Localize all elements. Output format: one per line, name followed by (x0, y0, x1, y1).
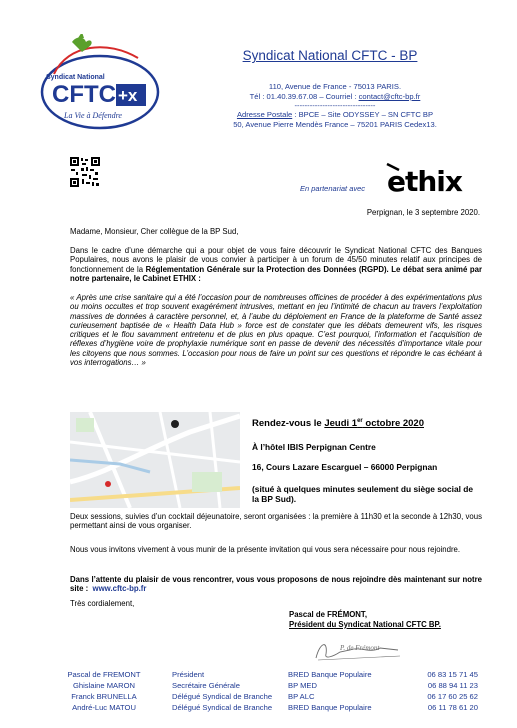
rdv-title (252, 418, 424, 429)
footer-org: BP MED (288, 681, 317, 690)
footer-name: Ghislaine MARON (72, 681, 136, 690)
email-link[interactable]: contact@cftc-bp.fr (358, 92, 421, 101)
logo-plus: +x (118, 86, 138, 105)
postal-text: : BPCE – Site ODYSSEY – SN CFTC BP (292, 110, 434, 119)
header-separator: -------------------------------- (294, 101, 376, 110)
quote-paragraph: « Après une crise sanitaire qui a été l’occasion pour de nombreuses officines de procéder à des expérimentations plus ou moins occultes et trop souvent exagérément intrusives, mettant en jeu l’intimité de chacun au travers l’exploitation massives de données à caractère personnel, et, à l’aube du déploiement en France de la plateforme de Santé assez curieusement baptisée de « Health Data Hub » force est de constater que les débats demeurent vifs, les risques critiques et le flou savamment entretenu et de plus en plus opaque. C’est pourquoi, l’information et l’acquisition de réflexes d’hygiène voire de prophylaxie numérique sont en passe de devenir des nécessités d’importance vitale pour les citoyens que nous sommes. L’occasion pour nous de faire un point sur ces questions et répondre le cas échéant à vos interrogations… » (70, 293, 482, 368)
logo-top-text: Syndicat National (46, 74, 105, 81)
tel-label: Tél : (249, 92, 267, 101)
map-marker-icon (105, 481, 111, 487)
mail-label: – Courriel : (317, 92, 359, 101)
footer-phone: 06 83 15 71 45 (427, 670, 478, 679)
partner-text: En partenariat avec (300, 184, 366, 193)
footer-row (48, 692, 478, 703)
signatory-block (289, 610, 441, 630)
event-note-1: (situé à quelques minutes seulement du siège social de (252, 484, 474, 494)
ethix-logo (385, 160, 485, 196)
footer-name: André-Luc MATOU (72, 703, 136, 712)
footer-phone: 06 11 78 61 20 (427, 703, 478, 712)
rdv-day: Jeudi 1 (324, 418, 358, 430)
location-map (70, 412, 240, 508)
footer-org: BRED Banque Populaire (288, 670, 372, 679)
event-address: 16, Cours Lazare Escarguel – 66000 Perpignan (252, 462, 438, 472)
qr-code (70, 157, 100, 187)
event-hotel: À l’hôtel IBIS Perpignan Centre (252, 442, 376, 452)
signature-text: P. de Frémont (340, 644, 380, 652)
footer-name: Pascal de FREMONT (67, 670, 141, 679)
signature (310, 636, 410, 664)
footer-org: BRED Banque Populaire (288, 703, 372, 712)
footer-row (48, 703, 478, 714)
map-pin-icon (171, 420, 179, 428)
postal-address: 50, Avenue Pierre Mendès France – 75201 PARIS Cedex13. (233, 120, 437, 129)
cftc-logo (38, 34, 166, 134)
closing-paragraph (70, 575, 482, 594)
org-title: Syndicat National CFTC - BP (242, 48, 418, 63)
postal-label: Adresse Postale (236, 110, 293, 119)
tel-number: 01.40.39.67.08 (266, 92, 318, 101)
postal-line (190, 110, 480, 119)
rdv-prefix: Rendez-vous le (252, 418, 325, 430)
event-note-2: la BP Sud). (252, 494, 297, 504)
signatory-role: Président du Syndicat National CFTC BP. (289, 620, 441, 629)
footer-row (48, 681, 478, 692)
logo-tagline: La Vie à Défendre (64, 111, 122, 120)
footer-role: Délégué Syndical de Branche (172, 703, 273, 712)
footer-role: Secrétaire Générale (172, 681, 240, 690)
intro-text: Dans le cadre d’une démarche qui a pour objet de vous faire découvrir le Syndicat National CFTC des Banques Populaires, nous avons le plaisir de vous convier à participer à un forum de 45/50 minutes relatif aux principes de fonctionnement de la (70, 246, 482, 274)
footer-name: Franck BRUNELLA (71, 692, 137, 701)
signatory-name: Pascal de FRÉMONT, (289, 610, 367, 619)
footer-role: Président (172, 670, 205, 679)
org-contact (190, 92, 480, 101)
org-address: 110, Avenue de France - 75013 PARIS. (268, 82, 402, 91)
regards: Très cordialement, (70, 599, 135, 608)
rdv-sup: er (357, 418, 363, 424)
greeting: Madame, Monsieur, Cher collègue de la BP Sud, (70, 227, 239, 236)
logo-brand: CFTC (52, 81, 116, 108)
intro-paragraph (70, 246, 482, 283)
ethix-logo-text: ethix (387, 165, 462, 196)
website-link[interactable]: www.cftc-bp.fr (92, 584, 147, 594)
footer-phone: 06 17 60 25 62 (427, 692, 478, 701)
letter-date: Perpignan, le 3 septembre 2020. (366, 208, 480, 217)
intro-bold: Réglementation Générale sur la Protection des Données (RGPD). Le débat sera animé par notre partenaire, le Cabinet ETHIX : (70, 264, 482, 283)
invite-paragraph: Nous vous invitons vivement à vous munir de la présente invitation qui vous sera nécessaire pour nous rejoindre. (70, 545, 461, 554)
footer-role: Délégué Syndical de Branche (172, 692, 273, 701)
footer-org: BP ALC (288, 692, 315, 701)
sessions-paragraph: Deux sessions, suivies d’un cocktail déjeunatoire, seront organisées : la première à 11h30 et la seconde à 12h30, vous permettant ainsi de vous organiser. (70, 512, 482, 531)
rdv-date (324, 418, 424, 429)
footer-row (48, 670, 478, 681)
closing-text: Dans l’attente du plaisir de vous rencontrer, vous vous proposons de nous rejoindre dès maintenant sur notre site : (70, 575, 482, 594)
rdv-rest: octobre 2020 (362, 418, 424, 430)
footer-phone: 06 88 94 11 23 (427, 681, 478, 690)
